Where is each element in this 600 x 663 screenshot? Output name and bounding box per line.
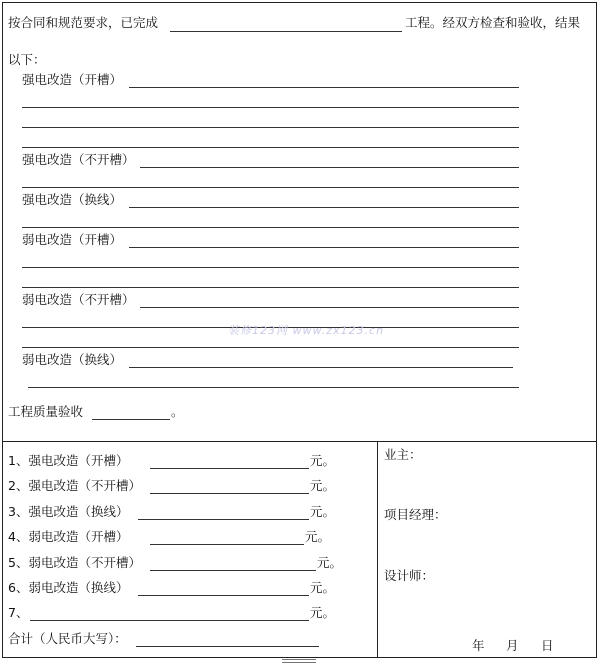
cost-label: 1、强电改造（开槽） <box>8 453 129 468</box>
cost-label: 4、弱电改造（开槽） <box>8 529 129 544</box>
section-label: 强电改造（换线） <box>22 192 123 207</box>
section-field-line[interactable] <box>28 387 519 388</box>
section-label: 弱电改造（换线） <box>22 352 123 367</box>
section-field-line[interactable] <box>129 87 519 88</box>
cost-amount-field[interactable] <box>150 544 304 545</box>
quality-field[interactable] <box>92 419 170 420</box>
section-field-line[interactable] <box>140 307 519 308</box>
designer-label: 设计师： <box>384 568 435 583</box>
section-label: 弱电改造（开槽） <box>22 232 123 247</box>
total-label: 合计（人民币大写）： <box>8 631 127 646</box>
cost-label: 5、弱电改造（不开槽） <box>8 555 141 570</box>
watermark: 装修123网 www.zx123.cn <box>228 324 385 337</box>
page-bottom-mark <box>282 659 316 663</box>
section-field-line[interactable] <box>22 287 519 288</box>
manager-label: 项目经理： <box>384 507 447 522</box>
cost-amount-field[interactable] <box>150 493 309 494</box>
section-label: 弱电改造（不开槽） <box>22 292 135 307</box>
section-field-line[interactable] <box>129 367 513 368</box>
project-name-field[interactable] <box>170 31 402 32</box>
section-field-line[interactable] <box>22 127 519 128</box>
cost-amount-field[interactable] <box>150 570 316 571</box>
cost-unit: 元。 <box>317 555 343 570</box>
section-field-line[interactable] <box>22 227 519 228</box>
section-field-line[interactable] <box>129 207 519 208</box>
section-field-line[interactable] <box>129 247 519 248</box>
section-field-line[interactable] <box>22 187 519 188</box>
section-field-line[interactable] <box>140 167 519 168</box>
cost-unit: 元。 <box>310 504 336 519</box>
total-amount-field[interactable] <box>136 646 319 647</box>
quality-label: 工程质量验收 <box>8 404 84 419</box>
cost-unit: 元。 <box>310 605 336 620</box>
section-label: 强电改造（开槽） <box>22 72 123 87</box>
signature-column-divider <box>377 441 378 658</box>
cost-label: 7、 <box>8 605 29 620</box>
cost-unit: 元。 <box>310 453 336 468</box>
quality-end: 。 <box>171 404 184 419</box>
cost-amount-field[interactable] <box>30 620 309 621</box>
cost-unit: 元。 <box>310 580 336 595</box>
owner-label: 业主： <box>384 447 422 462</box>
cost-amount-field[interactable] <box>138 519 309 520</box>
cost-unit: 元。 <box>305 529 331 544</box>
cost-unit: 元。 <box>310 478 336 493</box>
section-field-line[interactable] <box>22 107 519 108</box>
section-label: 强电改造（不开槽） <box>22 152 135 167</box>
date-month: 月 <box>506 638 519 653</box>
date-year: 年 <box>472 638 485 653</box>
cost-label: 2、强电改造（不开槽） <box>8 478 141 493</box>
intro-prefix: 按合同和规范要求，已完成 <box>8 15 159 30</box>
date-day: 日 <box>541 638 554 653</box>
section-field-line[interactable] <box>22 147 519 148</box>
section-divider <box>2 441 597 442</box>
section-field-line[interactable] <box>22 267 519 268</box>
cost-amount-field[interactable] <box>138 595 309 596</box>
cost-label: 3、强电改造（换线） <box>8 504 129 519</box>
intro-suffix: 工程。经双方检查和验收，结果 <box>405 15 581 30</box>
section-field-line[interactable] <box>22 347 519 348</box>
cost-amount-field[interactable] <box>150 468 309 469</box>
intro-line2: 以下： <box>8 52 46 67</box>
cost-label: 6、弱电改造（换线） <box>8 580 129 595</box>
